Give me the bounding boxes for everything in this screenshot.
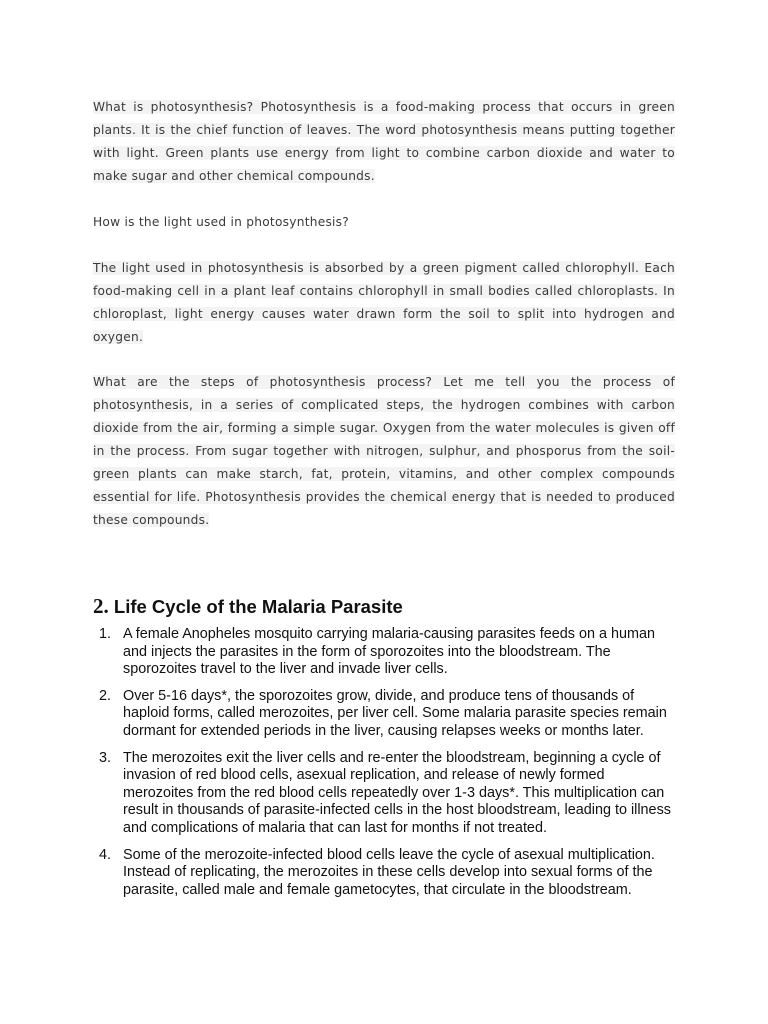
list-item-number: 4. [99, 846, 112, 863]
intro-question-light [93, 211, 675, 234]
section-number: 2. [93, 594, 109, 618]
section-title: Life Cycle of the Malaria Parasite [113, 596, 403, 617]
list-item-number: 1. [99, 626, 112, 642]
list-item-text: A female Anopheles mosquito carrying malaria-causing parasites feeds on a human and injects the parasites in the form of sporozoites into the bloodstream. The sporozoites travel to the liver and invade liver cells. [123, 626, 655, 678]
section-heading [93, 594, 403, 619]
list-item-number: 2. [99, 687, 112, 704]
intro-paragraph-photosynthesis-definition [93, 96, 675, 188]
list-item-text: The merozoites exit the liver cells and re-enter the bloodstream, beginning a cycle of invasion of red blood cells, asexual replication, and release of newly formed merozoites from the red blood cells repeatedly over 1-3 days*. This multiplication can result in thousands of parasite-infected cells in the host bloodstream, leading to illness and complications of malaria that can last for months if not treated. [123, 749, 671, 836]
list-item-text: Some of the merozoite-infected blood cells leave the cycle of asexual multiplication. Instead of replicating, the merozoites in these cells develop into sexual forms of the parasite, called male and female gametocytes, that circulate in the bloodstream. [123, 846, 655, 898]
list-item [93, 626, 678, 679]
intro-paragraph-steps [93, 371, 675, 532]
list-item [93, 688, 678, 741]
paragraph-text: The light used in photosynthesis is absorbed by a green pigment called chlorophyll. Each food-making cell in a plant leaf contains chlorophyll in small bodies called chloroplasts. In chloroplast, light energy causes water drawn form the soil to split into hydrogen and oxygen. [93, 261, 675, 344]
list-item-text: Over 5-16 days*, the sporozoites grow, divide, and produce tens of thousands of haploid forms, called merozoites, per liver cell. Some malaria parasite species remain dormant for extended periods in the liver, causing relapses weeks or months later. [123, 687, 667, 739]
list-item [93, 847, 678, 900]
list-item-number: 3. [99, 749, 112, 766]
paragraph-text: How is the light used in photosynthesis? [93, 215, 349, 229]
paragraph-text: What are the steps of photosynthesis process? Let me tell you the process of photosynthesis, in a series of complicated steps, the hydrogen combines with carbon dioxide from the air, forming a simple sugar. Oxygen from the water molecules is given off in the process. From sugar together with nitrogen, sulphur, and phosporus from the soil-green plants can make starch, fat, protein, vitamins, and other complex compounds essential for life. Photosynthesis provides the chemical energy that is needed to produced these compounds. [93, 375, 675, 527]
intro-paragraph-chlorophyll [93, 257, 675, 349]
paragraph-text: What is photosynthesis? Photosynthesis is a food-making process that occurs in green plants. It is the chief function of leaves. The word photosynthesis means putting together with light. Green plants use energy from light to combine carbon dioxide and water to make sugar and other chemical compounds. [93, 100, 675, 183]
list-item [93, 750, 678, 838]
life-cycle-steps-list [93, 626, 678, 908]
